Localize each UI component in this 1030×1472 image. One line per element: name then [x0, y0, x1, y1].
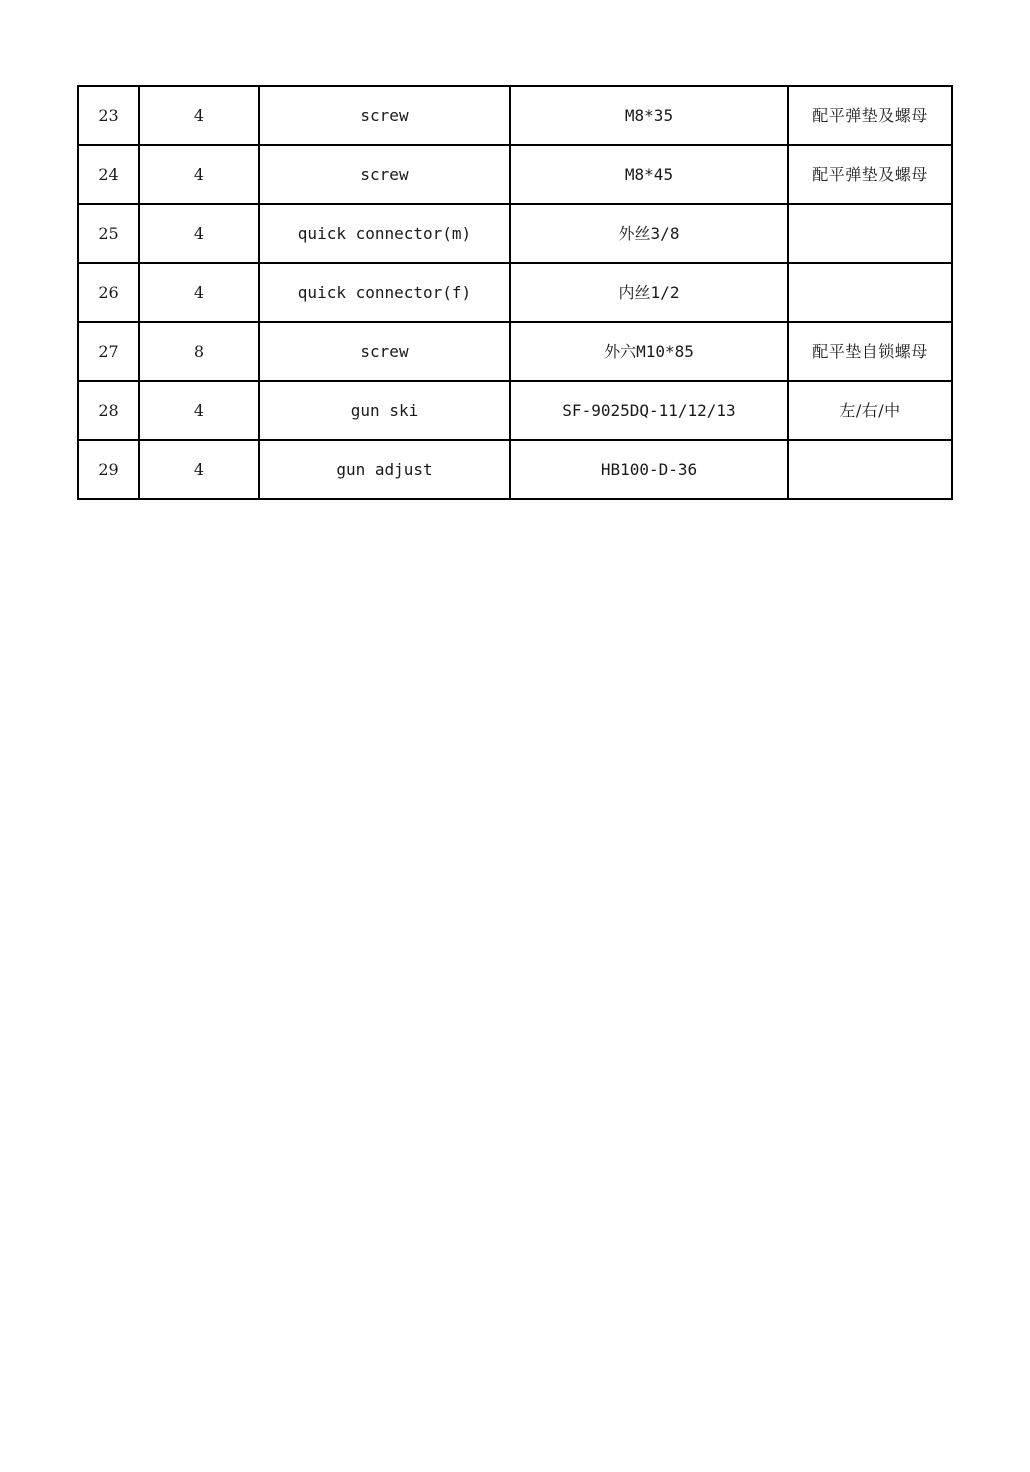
item-number-cell: 27	[78, 322, 139, 381]
part-name-cell: quick connector(f)	[259, 263, 510, 322]
table-row	[78, 381, 952, 440]
remark-cell: 配平弹垫及螺母	[788, 86, 952, 145]
remark-cell: 配平弹垫及螺母	[788, 145, 952, 204]
part-name-cell: gun ski	[259, 381, 510, 440]
remark-cell	[788, 440, 952, 499]
part-name-cell: screw	[259, 86, 510, 145]
part-name-cell: gun adjust	[259, 440, 510, 499]
table-row	[78, 322, 952, 381]
part-name-cell: screw	[259, 145, 510, 204]
quantity-cell: 4	[139, 440, 259, 499]
quantity-cell: 4	[139, 86, 259, 145]
remark-cell	[788, 204, 952, 263]
remark-cell: 左/右/中	[788, 381, 952, 440]
table-row	[78, 263, 952, 322]
item-number-cell: 25	[78, 204, 139, 263]
specification-cell: M8*35	[510, 86, 788, 145]
item-number-cell: 23	[78, 86, 139, 145]
parts-table	[77, 85, 953, 500]
part-name-cell: quick connector(m)	[259, 204, 510, 263]
quantity-cell: 4	[139, 381, 259, 440]
item-number-cell: 26	[78, 263, 139, 322]
table-row	[78, 440, 952, 499]
quantity-cell: 8	[139, 322, 259, 381]
item-number-cell: 24	[78, 145, 139, 204]
table-row	[78, 145, 952, 204]
specification-cell: SF-9025DQ-11/12/13	[510, 381, 788, 440]
specification-cell: 内丝1/2	[510, 263, 788, 322]
specification-cell: HB100-D-36	[510, 440, 788, 499]
item-number-cell: 28	[78, 381, 139, 440]
specification-cell: 外丝3/8	[510, 204, 788, 263]
item-number-cell: 29	[78, 440, 139, 499]
quantity-cell: 4	[139, 145, 259, 204]
quantity-cell: 4	[139, 263, 259, 322]
quantity-cell: 4	[139, 204, 259, 263]
remark-cell	[788, 263, 952, 322]
part-name-cell: screw	[259, 322, 510, 381]
remark-cell: 配平垫自锁螺母	[788, 322, 952, 381]
table-row	[78, 86, 952, 145]
table-row	[78, 204, 952, 263]
specification-cell: M8*45	[510, 145, 788, 204]
specification-cell: 外六M10*85	[510, 322, 788, 381]
